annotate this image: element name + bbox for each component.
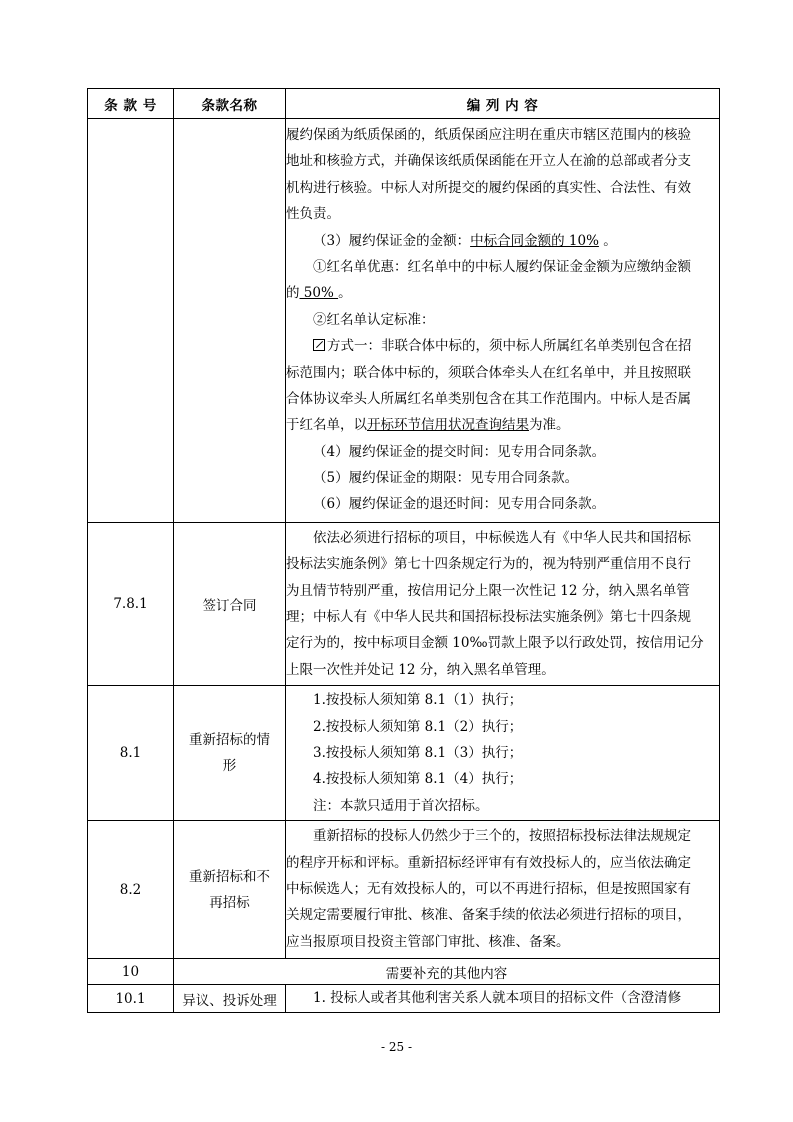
clause-content-cell: [286, 119, 720, 523]
list-item: 2.按投标人须知第 8.1（2）执行；: [313, 718, 523, 735]
clause-content-cell: [286, 522, 720, 685]
table-header-row: [88, 89, 720, 119]
clause-name-cell: 签订合同: [174, 522, 286, 685]
clause-content-cell: [286, 686, 720, 821]
table-row: [88, 119, 720, 523]
clause-content-cell: [286, 821, 720, 959]
clause-number-cell: 10.1: [88, 985, 174, 1013]
content-line: 履约保函为纸质保函的，纸质保函应注明在重庆市辖区范围内的核验: [286, 127, 691, 143]
content-line: 中标候选人；无有效投标人的，可以不再进行招标，但是按照国家有: [286, 880, 691, 897]
content-line: 1. 投标人或者其他利害关系人就本项目的招标文件（含澄清修: [313, 990, 682, 1007]
clause-name-cell: [174, 119, 286, 523]
clause-number-cell: 8.2: [88, 821, 174, 959]
clause-table: [87, 88, 720, 1013]
content-line: 定行为的，按中标项目金额 10‰罚款上限予以行政处罚，按信用记分: [286, 635, 704, 652]
redlist-standard-line: ②红名单认定标准：: [313, 311, 435, 328]
list-item: 3.按投标人须知第 8.1（3）执行；: [313, 744, 523, 761]
list-item: 4.按投标人须知第 8.1（4）执行；: [313, 771, 523, 788]
method-last-line: 于红名单，以开标环节信用状况查询结果为准。: [286, 417, 570, 434]
clause-name-cell: 异议、投诉处理: [174, 985, 286, 1013]
content-line: 合体协议牵头人所属红名单类别包含在其工作范围内。中标人是否属: [286, 390, 691, 407]
redlist-discount-line-2: 的 50% 。: [286, 285, 352, 302]
header-clause-name: 条款名称: [174, 89, 286, 119]
header-clause-number: 条 款 号: [88, 89, 174, 119]
content-line: 依法必须进行招标的项目，中标候选人有《中华人民共和国招标: [313, 529, 691, 546]
clause-content-cell: [286, 985, 720, 1013]
header-content: 编 列 内 容: [286, 89, 720, 119]
note-line: 注：本款只适用于首次招标。: [313, 797, 489, 814]
clause-number-cell: [88, 119, 174, 523]
content-line: 投标法实施条例》第七十四条规定行为的，视为特别严重信用不良行: [286, 556, 691, 573]
table-row: [88, 686, 720, 821]
clause-number-cell: 10: [88, 959, 174, 985]
redlist-discount-value: 50%: [299, 285, 339, 302]
list-item: （5）履约保证金的期限：见专用合同条款。: [313, 470, 579, 487]
content-line: 性负责。: [286, 206, 340, 223]
content-line: 关规定需要履行审批、核准、备案手续的依法必须进行招标的项目，: [286, 907, 691, 924]
credit-check-result: 开标环节信用状况查询结果: [367, 417, 529, 434]
redlist-discount-line: ①红名单优惠：红名单中的中标人履约保证金金额为应缴纳金额: [313, 258, 691, 275]
list-item: （4）履约保证金的提交时间：见专用合同条款。: [313, 443, 606, 460]
content-line: 为且情节特别严重，按信用记分上限一次性记 12 分，纳入黑名单管: [286, 582, 690, 599]
list-item: （6）履约保证金的退还时间：见专用合同条款。: [313, 496, 606, 513]
content-line: 的程序开标和评标。重新招标经评审有有效投标人的，应当依法确定: [286, 854, 691, 871]
content-line: 上限一次性并处记 12 分，纳入黑名单管理。: [286, 661, 555, 678]
guarantee-amount-value: 中标合同金额的 10%: [470, 232, 599, 249]
content-line: 理；中标人有《中华人民共和国招标投标法实施条例》第七十四条规: [286, 609, 691, 626]
guarantee-amount-line: （3）履约保证金的金额：中标合同金额的 10% 。: [313, 232, 617, 249]
content-line: 重新招标的投标人仍然少于三个的，按照招标投标法律法规规定: [313, 828, 691, 845]
table-row: [88, 522, 720, 685]
table-row: [88, 985, 720, 1013]
content-line: 地址和核验方式，并确保该纸质保函能在开立人在渝的总部或者分支: [286, 153, 691, 170]
clause-name-cell: 重新招标的情 形: [174, 686, 286, 821]
method-one-line: 方式一：非联合体中标的，须中标人所属红名单类别包含在招: [286, 333, 719, 359]
table-row: [88, 821, 720, 959]
table-row: [88, 959, 720, 985]
clause-name-cell: 重新招标和不 再招标: [174, 821, 286, 959]
checked-box-icon: [313, 339, 325, 351]
content-line: 机构进行核验。中标人对所提交的履约保函的真实性、合法性、有效: [286, 179, 691, 196]
content-line: 应当报原项目投资主管部门审批、核准、备案。: [286, 933, 570, 950]
clause-number-cell: 7.8.1: [88, 522, 174, 685]
section-title-cell: 需要补充的其他内容: [174, 959, 720, 985]
content-line: 标范围内；联合体中标的，须联合体牵头人在红名单中，并且按照联: [286, 364, 691, 381]
list-item: 1.按投标人须知第 8.1（1）执行；: [313, 692, 523, 709]
page-number: - 25 -: [380, 1040, 412, 1054]
clause-number-cell: 8.1: [88, 686, 174, 821]
